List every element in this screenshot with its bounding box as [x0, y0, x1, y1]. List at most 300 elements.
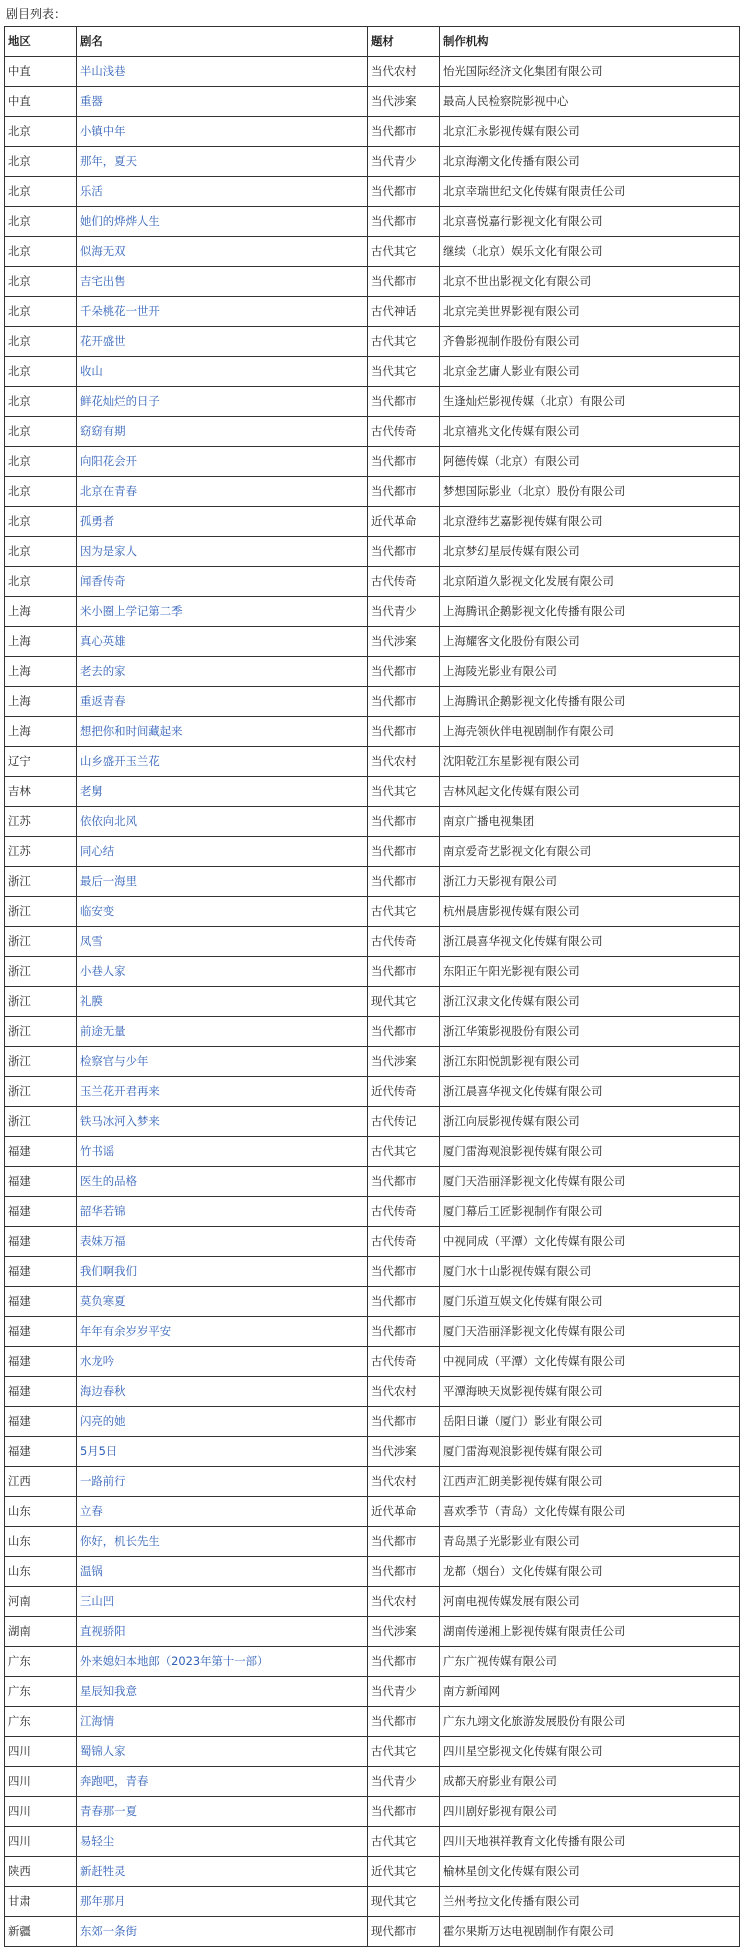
- cell-title: [77, 987, 368, 1017]
- cell-title: [77, 147, 368, 177]
- cell-title: [77, 1077, 368, 1107]
- cell-genre: 当代都市: [368, 1527, 440, 1557]
- cell-genre: 当代都市: [368, 447, 440, 477]
- cell-producer: 继续（北京）娱乐文化有限公司: [440, 237, 740, 267]
- table-row: [5, 837, 740, 867]
- drama-title-link[interactable]: 闻香传奇: [80, 574, 126, 588]
- table-row: [5, 1677, 740, 1707]
- cell-genre: 古代神话: [368, 297, 440, 327]
- cell-genre: 当代农村: [368, 57, 440, 87]
- drama-title-link[interactable]: 温锅: [80, 1564, 103, 1578]
- drama-title-link[interactable]: 水龙吟: [80, 1354, 115, 1368]
- cell-producer: 成都天府影业有限公司: [440, 1767, 740, 1797]
- cell-genre: 当代都市: [368, 387, 440, 417]
- drama-title-link[interactable]: 临安变: [80, 904, 115, 918]
- drama-title-link[interactable]: 铁马冰河入梦来: [80, 1114, 160, 1128]
- drama-title-link[interactable]: 前途无量: [80, 1024, 126, 1038]
- cell-producer: 上海壳领伙伴电视剧制作有限公司: [440, 717, 740, 747]
- cell-genre: 当代农村: [368, 747, 440, 777]
- cell-region: 福建: [5, 1437, 77, 1467]
- cell-genre: 当代涉案: [368, 1047, 440, 1077]
- drama-title-link[interactable]: 竹书谣: [80, 1144, 115, 1158]
- cell-region: 福建: [5, 1317, 77, 1347]
- drama-title-link[interactable]: 老舅: [80, 784, 103, 798]
- cell-region: 四川: [5, 1767, 77, 1797]
- header-row: [5, 27, 740, 57]
- cell-genre: 当代都市: [368, 837, 440, 867]
- drama-title-link[interactable]: 玉兰花开君再来: [80, 1084, 160, 1098]
- table-row: [5, 447, 740, 477]
- cell-title: [77, 1767, 368, 1797]
- table-row: [5, 717, 740, 747]
- cell-title: [77, 1527, 368, 1557]
- table-row: [5, 1107, 740, 1137]
- cell-region: 福建: [5, 1347, 77, 1377]
- table-row: [5, 807, 740, 837]
- cell-title: [77, 237, 368, 267]
- cell-genre: 古代传奇: [368, 1347, 440, 1377]
- drama-title-link[interactable]: 重器: [80, 94, 103, 108]
- cell-genre: 当代都市: [368, 1257, 440, 1287]
- cell-genre: 古代其它: [368, 237, 440, 267]
- cell-producer: 厦门天浩丽泽影视文化传媒有限公司: [440, 1317, 740, 1347]
- cell-region: 浙江: [5, 1077, 77, 1107]
- drama-title-link[interactable]: 三山凹: [80, 1594, 115, 1608]
- drama-title-link[interactable]: 半山浅巷: [80, 64, 126, 78]
- cell-title: [77, 867, 368, 897]
- cell-genre: 当代其它: [368, 357, 440, 387]
- drama-title-link[interactable]: 鲜花灿烂的日子: [80, 394, 160, 408]
- drama-title-link[interactable]: 我们啊我们: [80, 1264, 137, 1278]
- cell-producer: 河南电视传媒发展有限公司: [440, 1587, 740, 1617]
- cell-region: 上海: [5, 597, 77, 627]
- cell-region: 山东: [5, 1557, 77, 1587]
- cell-genre: 当代青少: [368, 1767, 440, 1797]
- drama-title-link[interactable]: 一路前行: [80, 1474, 126, 1488]
- drama-title-link[interactable]: 真心英雄: [80, 634, 126, 648]
- cell-title: [77, 447, 368, 477]
- cell-producer: 厦门乐道互娱文化传媒有限公司: [440, 1287, 740, 1317]
- cell-producer: 厦门天浩丽泽影视文化传媒有限公司: [440, 1167, 740, 1197]
- drama-title-link[interactable]: 凤雪: [80, 934, 103, 948]
- cell-genre: 当代青少: [368, 147, 440, 177]
- drama-title-link[interactable]: 你好，机长先生: [80, 1534, 160, 1548]
- cell-region: 四川: [5, 1797, 77, 1827]
- cell-producer: 湖南传递湘上影视传媒有限责任公司: [440, 1617, 740, 1647]
- cell-region: 陕西: [5, 1857, 77, 1887]
- drama-title-link[interactable]: 东郊一条街: [80, 1924, 137, 1938]
- cell-producer: 怡光国际经济文化集团有限公司: [440, 57, 740, 87]
- cell-region: 福建: [5, 1377, 77, 1407]
- cell-producer: 上海腾讯企鹅影视文化传播有限公司: [440, 687, 740, 717]
- table-row: [5, 1527, 740, 1557]
- drama-title-link[interactable]: 孤勇者: [80, 514, 115, 528]
- cell-genre: 当代涉案: [368, 1617, 440, 1647]
- table-row: [5, 1377, 740, 1407]
- drama-title-link[interactable]: 那年，夏天: [80, 154, 137, 168]
- drama-title-link[interactable]: 新赶牲灵: [80, 1864, 126, 1878]
- table-row: [5, 1167, 740, 1197]
- cell-region: 福建: [5, 1167, 77, 1197]
- cell-genre: 当代都市: [368, 1017, 440, 1047]
- drama-title-link[interactable]: 吉宅出售: [80, 274, 126, 288]
- cell-title: [77, 1617, 368, 1647]
- cell-title: [77, 1797, 368, 1827]
- cell-title: [77, 1407, 368, 1437]
- drama-title-link[interactable]: 向阳花会开: [80, 454, 137, 468]
- header-title: 剧名: [77, 27, 368, 57]
- cell-title: [77, 1677, 368, 1707]
- cell-title: [77, 897, 368, 927]
- cell-region: 江苏: [5, 807, 77, 837]
- cell-title: [77, 1587, 368, 1617]
- table-row: [5, 1707, 740, 1737]
- cell-region: 福建: [5, 1287, 77, 1317]
- cell-region: 福建: [5, 1227, 77, 1257]
- table-row: [5, 537, 740, 567]
- drama-title-link[interactable]: 同心结: [80, 844, 115, 858]
- cell-region: 北京: [5, 447, 77, 477]
- drama-title-link[interactable]: 老去的家: [80, 664, 126, 678]
- table-row: [5, 177, 740, 207]
- cell-genre: 近代革命: [368, 1497, 440, 1527]
- cell-genre: 近代传奇: [368, 1077, 440, 1107]
- table-row: [5, 1317, 740, 1347]
- cell-region: 北京: [5, 417, 77, 447]
- cell-genre: 古代其它: [368, 1827, 440, 1857]
- cell-region: 北京: [5, 387, 77, 417]
- drama-title-link[interactable]: 因为是家人: [80, 544, 137, 558]
- cell-genre: 当代都市: [368, 867, 440, 897]
- cell-region: 浙江: [5, 927, 77, 957]
- cell-genre: 现代都市: [368, 1917, 440, 1947]
- cell-region: 山东: [5, 1527, 77, 1557]
- cell-region: 福建: [5, 1257, 77, 1287]
- cell-producer: 四川天地祺祥教育文化传播有限公司: [440, 1827, 740, 1857]
- table-row: [5, 267, 740, 297]
- cell-producer: 上海耀客文化股份有限公司: [440, 627, 740, 657]
- cell-producer: 浙江晨喜华视文化传媒有限公司: [440, 1077, 740, 1107]
- drama-title-link[interactable]: 窈窈有期: [80, 424, 126, 438]
- table-row: [5, 1827, 740, 1857]
- cell-producer: 厦门幕后工匠影视制作有限公司: [440, 1197, 740, 1227]
- cell-region: 福建: [5, 1407, 77, 1437]
- cell-producer: 中视同成（平潭）文化传媒有限公司: [440, 1347, 740, 1377]
- cell-title: [77, 957, 368, 987]
- table-row: [5, 297, 740, 327]
- cell-genre: 当代都市: [368, 207, 440, 237]
- header-region: 地区: [5, 27, 77, 57]
- table-row: [5, 1347, 740, 1377]
- cell-region: 广东: [5, 1647, 77, 1677]
- cell-genre: 当代都市: [368, 267, 440, 297]
- cell-title: [77, 1437, 368, 1467]
- cell-region: 江西: [5, 1467, 77, 1497]
- cell-producer: 兰州考拉文化传播有限公司: [440, 1887, 740, 1917]
- cell-region: 北京: [5, 147, 77, 177]
- drama-title-link[interactable]: 星辰知我意: [80, 1684, 137, 1698]
- cell-producer: 北京禧兆文化传媒有限公司: [440, 417, 740, 447]
- cell-producer: 沈阳乾江东星影视有限公司: [440, 747, 740, 777]
- cell-producer: 最高人民检察院影视中心: [440, 87, 740, 117]
- cell-producer: 厦门雷海观浪影视传媒有限公司: [440, 1437, 740, 1467]
- drama-title-link[interactable]: 直视骄阳: [80, 1624, 126, 1638]
- table-row: [5, 687, 740, 717]
- cell-region: 河南: [5, 1587, 77, 1617]
- cell-producer: 浙江力天影视有限公司: [440, 867, 740, 897]
- table-row: [5, 1857, 740, 1887]
- drama-title-link[interactable]: 山乡盛开玉兰花: [80, 754, 160, 768]
- cell-genre: 近代革命: [368, 507, 440, 537]
- drama-title-link[interactable]: 收山: [80, 364, 103, 378]
- table-row: [5, 1767, 740, 1797]
- table-row: [5, 387, 740, 417]
- drama-title-link[interactable]: 千朵桃花一世开: [80, 304, 160, 318]
- cell-producer: 生逢灿烂影视传媒（北京）有限公司: [440, 387, 740, 417]
- cell-title: [77, 87, 368, 117]
- cell-producer: 北京完美世界影视有限公司: [440, 297, 740, 327]
- drama-title-link[interactable]: 她们的烨烨人生: [80, 214, 160, 228]
- cell-region: 北京: [5, 117, 77, 147]
- drama-title-link[interactable]: 海边春秋: [80, 1384, 126, 1398]
- cell-region: 北京: [5, 297, 77, 327]
- table-body: [5, 57, 740, 1947]
- cell-genre: 近代其它: [368, 1857, 440, 1887]
- cell-title: [77, 1467, 368, 1497]
- cell-title: [77, 297, 368, 327]
- drama-title-link[interactable]: 依依向北风: [80, 814, 137, 828]
- cell-genre: 现代其它: [368, 987, 440, 1017]
- cell-producer: 中视同成（平潭）文化传媒有限公司: [440, 1227, 740, 1257]
- cell-genre: 当代其它: [368, 777, 440, 807]
- cell-genre: 当代都市: [368, 1557, 440, 1587]
- cell-producer: 平潭海映天岚影视传媒有限公司: [440, 1377, 740, 1407]
- drama-title-link[interactable]: 表妹万福: [80, 1234, 126, 1248]
- table-row: [5, 1047, 740, 1077]
- drama-title-link[interactable]: 乐活: [80, 184, 103, 198]
- cell-producer: 江西声汇朗美影视传媒有限公司: [440, 1467, 740, 1497]
- table-row: [5, 1257, 740, 1287]
- cell-producer: 北京不世出影视文化有限公司: [440, 267, 740, 297]
- table-row: [5, 1587, 740, 1617]
- cell-title: [77, 597, 368, 627]
- table-row: [5, 1557, 740, 1587]
- cell-title: [77, 1827, 368, 1857]
- drama-title-link[interactable]: 5月5日: [80, 1444, 118, 1458]
- table-row: [5, 627, 740, 657]
- table-row: [5, 1917, 740, 1947]
- cell-title: [77, 177, 368, 207]
- cell-genre: 当代农村: [368, 1467, 440, 1497]
- cell-genre: 当代都市: [368, 957, 440, 987]
- cell-title: [77, 1107, 368, 1137]
- cell-title: [77, 747, 368, 777]
- cell-producer: 厦门水十山影视传媒有限公司: [440, 1257, 740, 1287]
- cell-genre: 当代都市: [368, 687, 440, 717]
- cell-genre: 当代农村: [368, 1587, 440, 1617]
- header-genre: 题材: [368, 27, 440, 57]
- cell-title: [77, 1047, 368, 1077]
- cell-producer: 北京金艺庸人影业有限公司: [440, 357, 740, 387]
- cell-genre: 当代农村: [368, 1377, 440, 1407]
- cell-region: 北京: [5, 507, 77, 537]
- cell-producer: 上海陵光影业有限公司: [440, 657, 740, 687]
- table-row: [5, 777, 740, 807]
- cell-title: [77, 1857, 368, 1887]
- cell-genre: 当代涉案: [368, 1437, 440, 1467]
- drama-title-link[interactable]: 青春那一夏: [80, 1804, 137, 1818]
- cell-producer: 广东广视传媒有限公司: [440, 1647, 740, 1677]
- cell-producer: 北京喜悦嘉行影视文化有限公司: [440, 207, 740, 237]
- cell-region: 上海: [5, 627, 77, 657]
- drama-title-link[interactable]: 重返青春: [80, 694, 126, 708]
- drama-title-link[interactable]: 莫负寒夏: [80, 1294, 126, 1308]
- cell-genre: 古代传奇: [368, 927, 440, 957]
- drama-title-link[interactable]: 似海无双: [80, 244, 126, 258]
- cell-region: 山东: [5, 1497, 77, 1527]
- drama-title-link[interactable]: 蜀锦人家: [80, 1744, 126, 1758]
- cell-region: 江苏: [5, 837, 77, 867]
- table-row: [5, 57, 740, 87]
- cell-producer: 齐鲁影视制作股份有限公司: [440, 327, 740, 357]
- drama-title-link[interactable]: 小镇中年: [80, 124, 126, 138]
- cell-producer: 喜欢季节（青岛）文化传媒有限公司: [440, 1497, 740, 1527]
- list-caption: 剧目列表：: [6, 7, 67, 21]
- drama-title-link[interactable]: 立春: [80, 1504, 103, 1518]
- drama-title-link[interactable]: 北京在青春: [80, 484, 137, 498]
- cell-region: 吉林: [5, 777, 77, 807]
- cell-region: 新疆: [5, 1917, 77, 1947]
- cell-title: [77, 837, 368, 867]
- cell-title: [77, 507, 368, 537]
- drama-title-link[interactable]: 米小圈上学记第二季: [80, 604, 183, 618]
- drama-title-link[interactable]: 小巷人家: [80, 964, 126, 978]
- cell-producer: 四川星空影视文化传媒有限公司: [440, 1737, 740, 1767]
- table-row: [5, 927, 740, 957]
- cell-genre: 当代都市: [368, 717, 440, 747]
- cell-title: [77, 1167, 368, 1197]
- table-row: [5, 1197, 740, 1227]
- cell-genre: 当代都市: [368, 537, 440, 567]
- cell-title: [77, 327, 368, 357]
- cell-region: 辽宁: [5, 747, 77, 777]
- cell-title: [77, 1497, 368, 1527]
- cell-genre: 当代涉案: [368, 627, 440, 657]
- table-row: [5, 207, 740, 237]
- cell-title: [77, 1287, 368, 1317]
- drama-table: [4, 26, 740, 1947]
- table-row: [5, 657, 740, 687]
- table-row: [5, 327, 740, 357]
- table-row: [5, 1437, 740, 1467]
- cell-genre: 古代传奇: [368, 1227, 440, 1257]
- drama-title-link[interactable]: 外来媳妇本地郎（2023年第十一部）: [80, 1654, 269, 1668]
- cell-producer: 东阳正午阳光影视有限公司: [440, 957, 740, 987]
- table-row: [5, 867, 740, 897]
- table-row: [5, 1137, 740, 1167]
- table-row: [5, 1887, 740, 1917]
- cell-title: [77, 807, 368, 837]
- cell-region: 北京: [5, 207, 77, 237]
- cell-title: [77, 417, 368, 447]
- cell-producer: 岳阳日谦（厦门）影业有限公司: [440, 1407, 740, 1437]
- drama-title-link[interactable]: 韶华若锦: [80, 1204, 126, 1218]
- cell-title: [77, 477, 368, 507]
- cell-producer: 北京梦幻星辰传媒有限公司: [440, 537, 740, 567]
- cell-genre: 古代其它: [368, 327, 440, 357]
- cell-genre: 当代涉案: [368, 87, 440, 117]
- cell-region: 北京: [5, 267, 77, 297]
- drama-title-link[interactable]: 江海情: [80, 1714, 115, 1728]
- cell-region: 浙江: [5, 897, 77, 927]
- drama-title-link[interactable]: 花开盛世: [80, 334, 126, 348]
- cell-genre: 当代都市: [368, 1167, 440, 1197]
- cell-producer: 阿德传媒（北京）有限公司: [440, 447, 740, 477]
- cell-region: 广东: [5, 1707, 77, 1737]
- cell-genre: 当代青少: [368, 1677, 440, 1707]
- cell-producer: 厦门雷海观浪影视传媒有限公司: [440, 1137, 740, 1167]
- cell-region: 浙江: [5, 957, 77, 987]
- cell-genre: 当代都市: [368, 117, 440, 147]
- table-row: [5, 147, 740, 177]
- cell-producer: 北京汇永影视传媒有限公司: [440, 117, 740, 147]
- drama-title-link[interactable]: 年年有余岁岁平安: [80, 1324, 172, 1338]
- cell-region: 北京: [5, 357, 77, 387]
- drama-title-link[interactable]: 医生的品格: [80, 1174, 137, 1188]
- drama-title-link[interactable]: 那年那月: [80, 1894, 126, 1908]
- table-row: [5, 957, 740, 987]
- drama-title-link[interactable]: 最后一海里: [80, 874, 137, 888]
- drama-title-link[interactable]: 闪亮的她: [80, 1414, 126, 1428]
- cell-producer: 龙都（烟台）文化传媒有限公司: [440, 1557, 740, 1587]
- cell-genre: 当代都市: [368, 1647, 440, 1677]
- table-row: [5, 357, 740, 387]
- cell-region: 北京: [5, 177, 77, 207]
- table-row: [5, 1617, 740, 1647]
- table-row: [5, 507, 740, 537]
- drama-title-link[interactable]: 奔跑吧，青春: [80, 1774, 149, 1788]
- cell-title: [77, 537, 368, 567]
- cell-title: [77, 777, 368, 807]
- cell-title: [77, 1377, 368, 1407]
- cell-title: [77, 567, 368, 597]
- cell-region: 四川: [5, 1827, 77, 1857]
- drama-title-link[interactable]: 想把你和时间藏起来: [80, 724, 183, 738]
- cell-genre: 现代其它: [368, 1887, 440, 1917]
- drama-title-link[interactable]: 礼膜: [80, 994, 103, 1008]
- cell-region: 北京: [5, 567, 77, 597]
- drama-title-link[interactable]: 易轻尘: [80, 1834, 115, 1848]
- table-row: [5, 1497, 740, 1527]
- cell-title: [77, 687, 368, 717]
- cell-title: [77, 1137, 368, 1167]
- table-row: [5, 1077, 740, 1107]
- cell-producer: 四川剧好影视有限公司: [440, 1797, 740, 1827]
- cell-producer: 广东九翊文化旅游发展股份有限公司: [440, 1707, 740, 1737]
- cell-genre: 当代青少: [368, 597, 440, 627]
- cell-title: [77, 1917, 368, 1947]
- header-producer: 制作机构: [440, 27, 740, 57]
- drama-title-link[interactable]: 检察官与少年: [80, 1054, 149, 1068]
- table-row: [5, 747, 740, 777]
- cell-genre: 当代都市: [368, 177, 440, 207]
- cell-producer: 浙江汉隶文化传媒有限公司: [440, 987, 740, 1017]
- cell-title: [77, 267, 368, 297]
- cell-producer: 南京广播电视集团: [440, 807, 740, 837]
- table-row: [5, 1017, 740, 1047]
- table-row: [5, 477, 740, 507]
- table-row: [5, 87, 740, 117]
